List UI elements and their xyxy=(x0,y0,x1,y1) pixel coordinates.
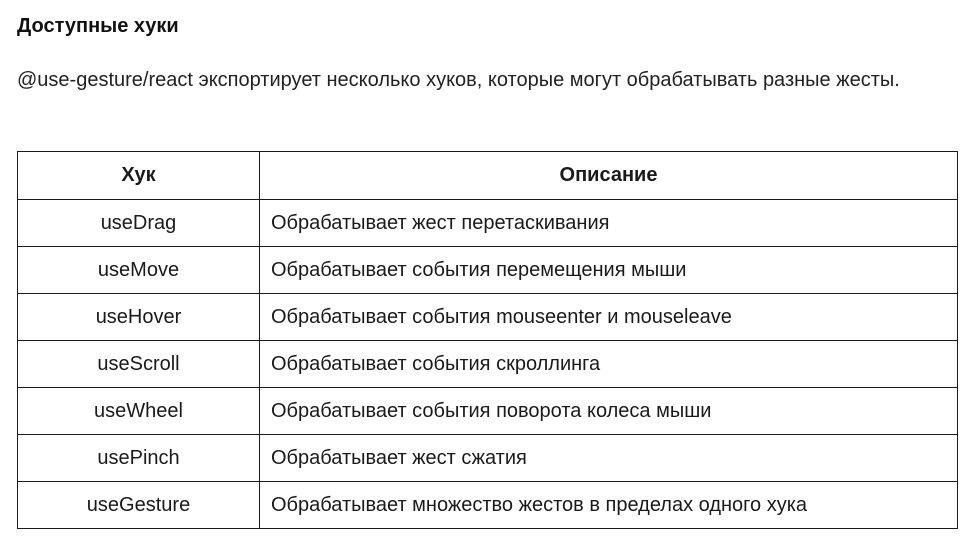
section-heading: Доступные хуки xyxy=(17,15,179,37)
table-row xyxy=(18,200,958,247)
hooks-table xyxy=(17,151,958,529)
column-header-hook: Хук xyxy=(18,152,260,200)
hook-description-cell: Обрабатывает события поворота колеса мыши xyxy=(260,388,958,435)
hook-name-cell: useHover xyxy=(18,294,260,341)
table-row xyxy=(18,247,958,294)
table-row xyxy=(18,435,958,482)
hook-description-cell: Обрабатывает события перемещения мыши xyxy=(260,247,958,294)
hook-description-cell: Обрабатывает жест сжатия xyxy=(260,435,958,482)
hook-description-cell: Обрабатывает события скроллинга xyxy=(260,341,958,388)
hook-name-cell: useMove xyxy=(18,247,260,294)
table-header-row xyxy=(18,152,958,200)
hook-name-cell: useScroll xyxy=(18,341,260,388)
table-row xyxy=(18,482,958,529)
hook-name-cell: usePinch xyxy=(18,435,260,482)
intro-paragraph: @use-gesture/react экспортирует несколько хуков, которые могут обрабатывать разные жесты. xyxy=(17,69,900,91)
column-header-description: Описание xyxy=(260,152,958,200)
hook-name-cell: useDrag xyxy=(18,200,260,247)
hook-name-cell: useGesture xyxy=(18,482,260,529)
table-row xyxy=(18,294,958,341)
hook-description-cell: Обрабатывает жест перетаскивания xyxy=(260,200,958,247)
hook-name-cell: useWheel xyxy=(18,388,260,435)
table-row xyxy=(18,341,958,388)
hook-description-cell: Обрабатывает множество жестов в пределах одного хука xyxy=(260,482,958,529)
table-row xyxy=(18,388,958,435)
hook-description-cell: Обрабатывает события mouseenter и mouseleave xyxy=(260,294,958,341)
